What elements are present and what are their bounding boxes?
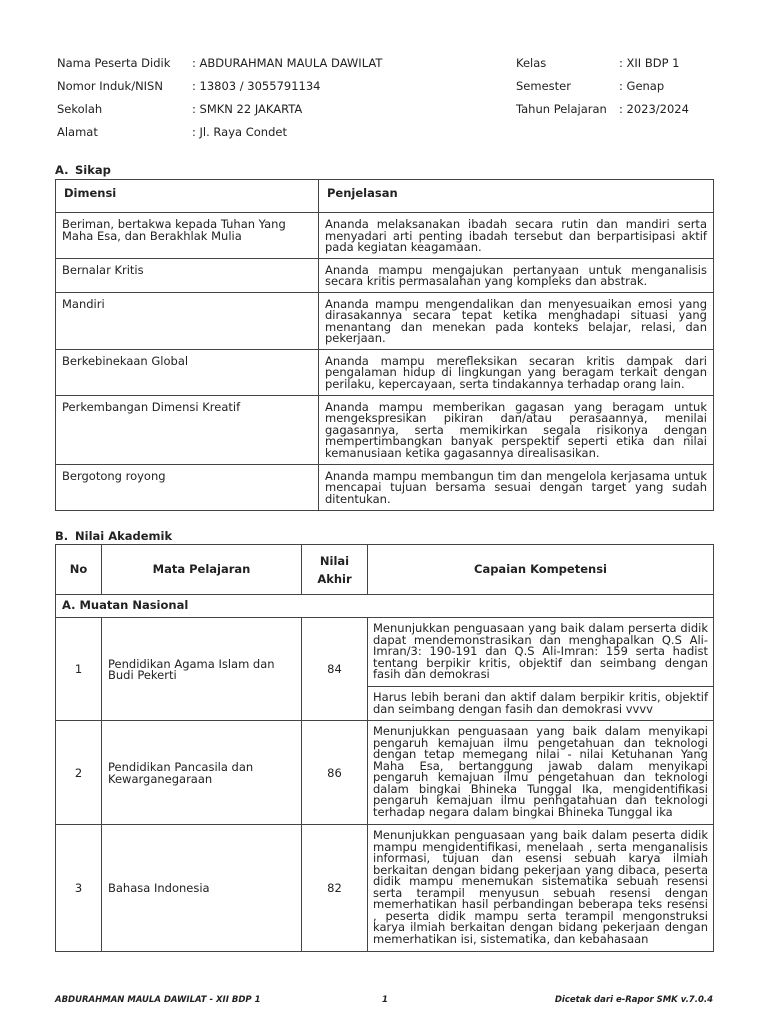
sikap-section-title xyxy=(55,163,111,177)
nilai-header: Nilai Akhir xyxy=(302,545,368,595)
year-value: : 2023/2024 xyxy=(619,102,689,116)
penjelasan-cell: Ananda mampu membangun tim dan mengelola kerjasama untuk mencapai tujuan bersama sesuai dengan target yang sudah ditentukan. xyxy=(319,464,714,510)
sikap-title: Sikap xyxy=(75,163,111,177)
footer-version: Dicetak dari e-Rapor SMK v.7.0.4 xyxy=(554,995,713,1005)
class-value: : XII BDP 1 xyxy=(619,56,680,70)
no-header: No xyxy=(56,545,102,595)
capaian-header: Capaian Kompetensi xyxy=(368,545,714,595)
sikap-row xyxy=(56,213,714,259)
subject-capaian: Menunjukkan penguasaan yang baik dalam menyikapi pengaruh kemajuan ilmu pengetahuan dan teknologi dengan tetap memegang nilai - nilai Ketuhanan Yang Maha Esa, bertanggung jawab dalam menyikapi pengaruh kemajuan ilmu pengetahuan dan teknologi dalam bingkai Bhineka Tunggal Ika, mengidentifikasi pengaruh kemajuan ilmu penhgatahuan dan teknologi terhadap negara dalam bingkai Bhineka Tunggal ika xyxy=(368,721,714,825)
subject-name: Pendidikan Pancasila dan Kewarganegaraan xyxy=(102,721,302,825)
subject-row xyxy=(56,825,714,952)
penjelasan-header: Penjelasan xyxy=(319,180,714,213)
semester-label: Semester xyxy=(516,79,571,93)
subject-capaian: Menunjukkan penguasaan yang baik dalam peserta didik mampu mengidentifikasi, menelaah , serta menganalisis informasi, tujuan dan esensi sebuah karya ilmiah berkaitan dengan bidang pekerjaan yang dibaca, peserta didik mampu menemukan sistematika sebuah resensi serta terampil menyusun sebuah resensi dengan memerhatikan hasil perbandingan beberapa teks resensi , peserta didik mampu serta terampil mengonstruksi karya ilmiah berkaitan dengan bidang pekerjaan dengan memerhatikan isi, sistematika, dan kebahasaan xyxy=(368,825,714,952)
penjelasan-cell: Ananda melaksanakan ibadah secara rutin dan mandiri serta menyadari arti penting ibadah tersebut dan berpartisipasi aktif pada kegiatan keagamaan. xyxy=(319,213,714,259)
mapel-header: Mata Pelajaran xyxy=(102,545,302,595)
penjelasan-cell: Ananda mampu merefleksikan secaran kritis dampak dari pengalaman hidup di lingkungan yang beragam terkait dengan perilaku, kepercayaan, serta tindakannya terhadap orang lain. xyxy=(319,349,714,395)
dimensi-cell: Bernalar Kritis xyxy=(56,258,319,292)
school-value: : SMKN 22 JAKARTA xyxy=(192,102,303,116)
group-label: A. Muatan Nasional xyxy=(56,595,714,618)
address-label: Alamat xyxy=(57,125,98,139)
info-row-address xyxy=(57,124,717,147)
dimensi-cell: Mandiri xyxy=(56,292,319,349)
akademik-section-title xyxy=(55,529,172,543)
semester-value: : Genap xyxy=(619,79,665,93)
sikap-letter: A. xyxy=(55,163,69,177)
subject-score: 86 xyxy=(302,721,368,825)
dimensi-cell: Bergotong royong xyxy=(56,464,319,510)
group-row xyxy=(56,595,714,618)
info-row-nisn xyxy=(57,78,717,101)
akademik-title: Nilai Akademik xyxy=(75,529,173,543)
subject-capaian: Menunjukkan penguasaan yang baik dalam perserta didik dapat mendemonstrasikan dan menghapalkan Q.S Ali-Imran/3: 190-191 dan Q.S Ali-Imran: 159 serta hadist tentang berpikir kritis, objektif dan seimbang dengan fasih dan demokrasi xyxy=(368,618,714,687)
school-label: Sekolah xyxy=(57,102,103,116)
student-info xyxy=(57,55,717,147)
subject-score: 82 xyxy=(302,825,368,952)
dimensi-cell: Perkembangan Dimensi Kreatif xyxy=(56,395,319,464)
akademik-table xyxy=(55,544,714,952)
nisn-label: Nomor Induk/NISN xyxy=(57,79,163,93)
sikap-row xyxy=(56,464,714,510)
name-label: Nama Peserta Didik xyxy=(57,56,171,70)
subject-row xyxy=(56,721,714,825)
subject-name: Pendidikan Agama Islam dan Budi Pekerti xyxy=(102,618,302,721)
year-label: Tahun Pelajaran xyxy=(516,102,607,116)
dimensi-cell: Beriman, bertakwa kepada Tuhan Yang Maha Esa, dan Berakhlak Mulia xyxy=(56,213,319,259)
akademik-letter: B. xyxy=(55,529,69,543)
dimensi-header: Dimensi xyxy=(56,180,319,213)
subject-score: 84 xyxy=(302,618,368,721)
subject-no: 1 xyxy=(56,618,102,721)
name-value: : ABDURAHMAN MAULA DAWILAT xyxy=(192,56,383,70)
penjelasan-cell: Ananda mampu mengajukan pertanyaan untuk menganalisis secara kritis permasalahan yang kompleks dan abstrak. xyxy=(319,258,714,292)
dimensi-cell: Berkebinekaan Global xyxy=(56,349,319,395)
akademik-header-row xyxy=(56,545,714,595)
subject-no: 3 xyxy=(56,825,102,952)
address-value: : Jl. Raya Condet xyxy=(192,125,287,139)
footer-page-number: 1 xyxy=(382,995,388,1005)
info-row-name xyxy=(57,55,717,78)
info-row-school xyxy=(57,101,717,124)
footer-student: ABDURAHMAN MAULA DAWILAT - XII BDP 1 xyxy=(55,995,261,1005)
subject-row xyxy=(56,618,714,687)
nisn-value: : 13803 / 3055791134 xyxy=(192,79,321,93)
sikap-row xyxy=(56,258,714,292)
subject-no: 2 xyxy=(56,721,102,825)
penjelasan-cell: Ananda mampu mengendalikan dan menyesuaikan emosi yang dirasakannya secara tepat ketika menghadapi situasi yang menantang dan menekan pada konteks belajar, relasi, dan pekerjaan. xyxy=(319,292,714,349)
subject-name: Bahasa Indonesia xyxy=(102,825,302,952)
penjelasan-cell: Ananda mampu memberikan gagasan yang beragam untuk mengekspresikan pikiran dan/atau perasaannya, menilai gagasannya, serta memikirkan segala risikonya dengan mempertimbangkan banyak perspektif seperti etika dan nilai kemanusiaan ketika gagasannya direalisasikan. xyxy=(319,395,714,464)
page-footer xyxy=(55,995,713,1009)
sikap-row xyxy=(56,395,714,464)
sikap-table xyxy=(55,179,714,511)
sikap-header-row xyxy=(56,180,714,213)
class-label: Kelas xyxy=(516,56,547,70)
subject-capaian-note: Harus lebih berani dan aktif dalam berpikir kritis, objektif dan seimbang dengan fasih dan demokrasi vvvv xyxy=(368,687,714,721)
sikap-row xyxy=(56,349,714,395)
sikap-row xyxy=(56,292,714,349)
